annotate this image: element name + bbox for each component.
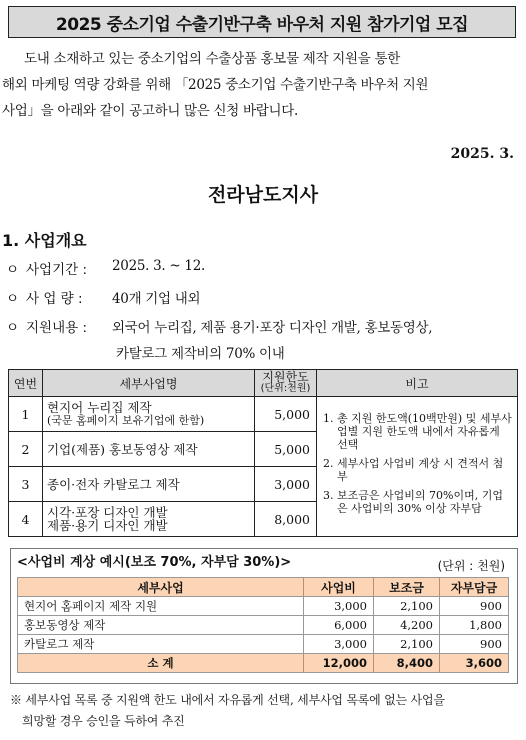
cell-project: 카탈로그 제작 — [18, 635, 304, 654]
item-value: 2025. 3. ~ 12. — [112, 258, 205, 274]
cell-project: 현지어 홈페이지 제작 지원 — [18, 597, 304, 616]
item-value: 40개 기업 내외 — [112, 291, 201, 307]
cell-cost: 3,000 — [304, 635, 374, 654]
row-no: 4 — [9, 502, 43, 537]
overview-item-support — [6, 316, 432, 336]
cost-example-table — [17, 577, 509, 673]
title-text: 2025 중소기업 수출기반구축 바우처 지원 참가기업 모집 — [55, 14, 469, 35]
header-limit-unit: (단위:천원) — [260, 383, 311, 394]
table-row — [18, 597, 509, 616]
section-heading: 1. 사업개요 — [2, 231, 87, 250]
cell-cost: 3,000 — [304, 597, 374, 616]
footnote — [10, 690, 520, 732]
cell-self-pay: 900 — [440, 635, 509, 654]
page-title — [8, 6, 516, 38]
note-item: 3. 보조금은 사업비의 70%이며, 기업은 사업비의 30% 이상 자부담 — [337, 489, 513, 515]
bullet: ㅇ — [6, 291, 20, 307]
header-project: 세부사업 — [18, 578, 304, 597]
intro-paragraph — [2, 46, 522, 124]
row-name-main: 현지어 누리집 제작 — [47, 400, 152, 415]
table-row — [18, 616, 509, 635]
note-item: 1. 총 지원 한도액(10백만원) 및 세부사업별 지원 한도액 내에서 자유롭게 선택 — [337, 412, 513, 451]
item-label: 지원내용 : — [26, 320, 88, 336]
cell-subsidy: 4,200 — [374, 616, 440, 635]
total-label: 소 계 — [18, 654, 304, 673]
header-limit-label: 지원한도 — [262, 370, 309, 384]
row-name — [43, 397, 255, 432]
row-name-sub: (국문 홈페이지 보유기업에 한함) — [47, 414, 205, 427]
item-label: 사업기간 : — [26, 262, 88, 278]
row-no: 2 — [9, 432, 43, 467]
bullet: ㅇ — [6, 262, 20, 278]
item-value: 외국어 누리집, 제품 용기·포장 디자인 개발, 홍보동영상, — [112, 320, 433, 336]
item-value-continuation: 카탈로그 제작비의 70% 이내 — [116, 346, 285, 362]
table-row — [9, 397, 518, 432]
note-item: 2. 세부사업 사업비 계상 시 견적서 첨부 — [337, 457, 513, 483]
intro-line: 해외 마케팅 역량 강화를 위해 「2025 중소기업 수출기반구축 바우처 지원 — [2, 77, 429, 93]
total-self-pay: 3,600 — [440, 654, 509, 673]
program-table — [8, 369, 518, 537]
header-name: 세부사업명 — [43, 370, 255, 397]
row-limit: 5,000 — [255, 432, 317, 467]
notes-cell — [317, 397, 518, 537]
overview-item-quantity — [6, 287, 200, 307]
announcement-date: 2025. 3. — [450, 146, 514, 162]
header-no: 연번 — [9, 370, 43, 397]
row-no: 1 — [9, 397, 43, 432]
issuer-name: 전라남도지사 — [207, 184, 319, 206]
row-no: 3 — [9, 467, 43, 502]
table-row — [18, 635, 509, 654]
table-header-row — [18, 578, 509, 597]
row-name-main: 시각·포장 디자인 개발 — [47, 505, 168, 520]
row-name — [43, 502, 255, 537]
cell-project: 홍보동영상 제작 — [18, 616, 304, 635]
intro-line: 사업」을 아래와 같이 공고하니 많은 신청 바랍니다. — [2, 103, 298, 119]
bullet: ㅇ — [6, 320, 20, 336]
row-limit: 3,000 — [255, 467, 317, 502]
table-header-row — [9, 370, 518, 397]
cell-self-pay: 1,800 — [440, 616, 509, 635]
item-label: 사 업 량 : — [26, 291, 83, 307]
footnote-line: ※ 세부사업 목록 중 지원액 한도 내에서 자유롭게 선택, 세부사업 목록에 없는 사업을 — [10, 693, 445, 707]
intro-line: 도내 소재하고 있는 중소기업의 수출상품 홍보물 제작 지원을 통한 — [24, 51, 400, 67]
row-name: 기업(제품) 홍보동영상 제작 — [43, 432, 255, 467]
row-limit: 8,000 — [255, 502, 317, 537]
header-self-pay: 자부담금 — [440, 578, 509, 597]
example-unit: (단위 : 천원) — [437, 559, 505, 573]
header-note: 비고 — [317, 370, 518, 397]
total-cost: 12,000 — [304, 654, 374, 673]
example-title: <사업비 계상 예시(보조 70%, 자부담 30%)> — [17, 555, 292, 570]
overview-item-period — [6, 258, 205, 278]
total-subsidy: 8,400 — [374, 654, 440, 673]
footnote-line: 희망할 경우 승인을 득하여 추진 — [22, 714, 185, 728]
cell-subsidy: 2,100 — [374, 597, 440, 616]
cell-self-pay: 900 — [440, 597, 509, 616]
header-subsidy: 보조금 — [374, 578, 440, 597]
cell-subsidy: 2,100 — [374, 635, 440, 654]
header-cost: 사업비 — [304, 578, 374, 597]
header-limit — [255, 370, 317, 397]
cell-cost: 6,000 — [304, 616, 374, 635]
row-name: 종이·전자 카탈로그 제작 — [43, 467, 255, 502]
cost-example-box — [10, 548, 518, 684]
row-limit: 5,000 — [255, 397, 317, 432]
row-name-sub: 제품·용기 디자인 개발 — [47, 518, 168, 533]
total-row — [18, 654, 509, 673]
